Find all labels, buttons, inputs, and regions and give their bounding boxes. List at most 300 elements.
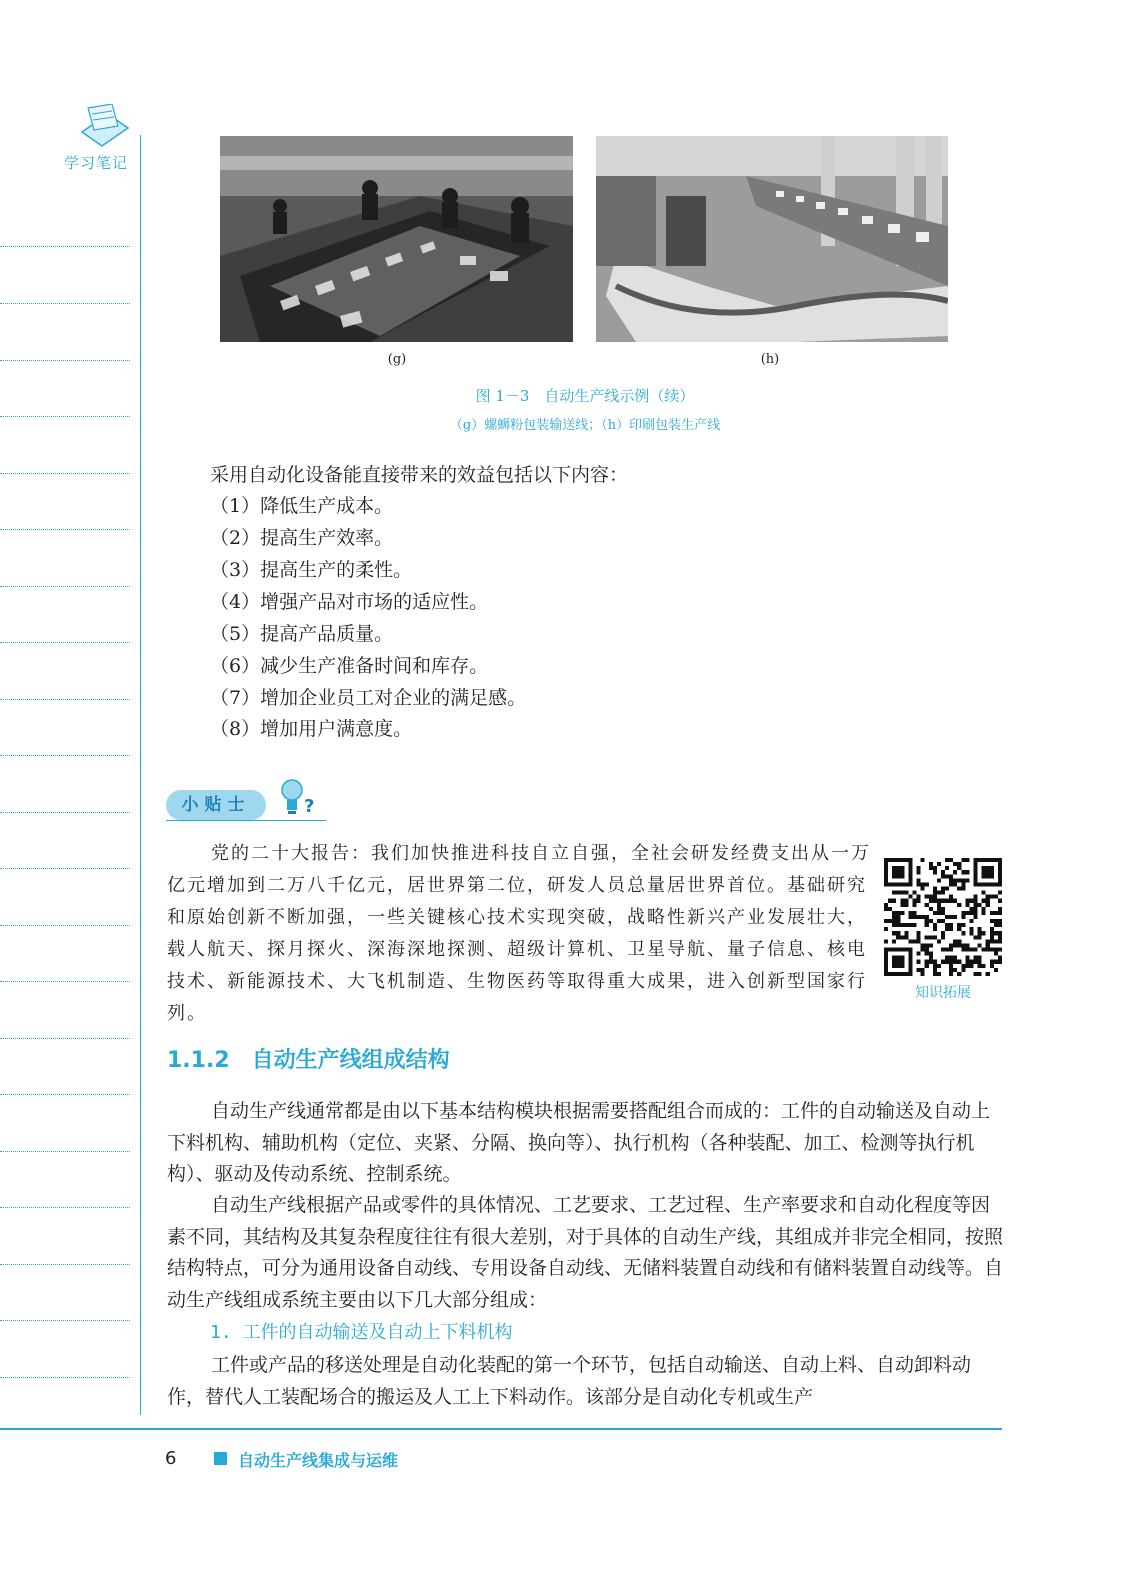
qr-module xyxy=(925,915,929,919)
note-line xyxy=(0,1094,130,1095)
qr-module xyxy=(969,899,973,903)
qr-module xyxy=(961,948,965,952)
figure-sublabel-h: (h) xyxy=(760,352,780,367)
qr-module xyxy=(904,903,908,907)
figure-sublabel-g: (g) xyxy=(387,352,407,367)
qr-module xyxy=(998,911,1002,915)
qr-module xyxy=(917,870,921,874)
qr-code[interactable] xyxy=(884,858,1002,976)
qr-module xyxy=(965,956,969,960)
qr-module xyxy=(998,931,1002,935)
qr-module xyxy=(941,931,945,935)
qr-module xyxy=(990,960,994,964)
qr-module xyxy=(925,960,929,964)
note-line xyxy=(0,360,130,361)
qr-module xyxy=(888,907,892,911)
qr-module xyxy=(945,874,949,878)
qr-module xyxy=(969,907,973,911)
body-paragraph xyxy=(167,1350,1007,1413)
qr-module xyxy=(965,870,969,874)
qr-module xyxy=(990,939,994,943)
qr-module xyxy=(933,899,937,903)
qr-module xyxy=(917,931,921,935)
list-item: （2）提高生产效率。 xyxy=(210,527,394,549)
qr-module xyxy=(961,915,965,919)
qr-module xyxy=(961,964,965,968)
qr-module xyxy=(961,931,965,935)
qr-module xyxy=(994,911,998,915)
qr-module xyxy=(949,956,953,960)
qr-module xyxy=(998,919,1002,923)
qr-module xyxy=(949,923,953,927)
note-line xyxy=(0,416,130,417)
qr-module xyxy=(978,943,982,947)
qr-module xyxy=(945,899,949,903)
qr-module xyxy=(896,931,900,935)
note-line xyxy=(0,699,130,700)
qr-module xyxy=(957,903,961,907)
qr-module xyxy=(892,956,904,968)
qr-module xyxy=(896,891,900,895)
qr-module xyxy=(908,895,912,899)
qr-module xyxy=(998,891,1002,895)
qr-module xyxy=(949,968,953,972)
qr-module xyxy=(941,935,945,939)
qr-module xyxy=(982,911,986,915)
qr-module xyxy=(945,956,949,960)
qr-module xyxy=(933,911,937,915)
qr-module xyxy=(941,886,945,890)
note-line xyxy=(0,586,130,587)
qr-module xyxy=(953,943,957,947)
qr-module xyxy=(994,952,998,956)
qr-module xyxy=(990,964,994,968)
qr-module xyxy=(969,931,973,935)
tip-underline xyxy=(166,820,326,821)
qr-module xyxy=(949,943,953,947)
page-number: 6 xyxy=(165,1448,177,1469)
qr-module xyxy=(974,960,978,964)
qr-module xyxy=(933,964,937,968)
qr-module xyxy=(965,858,969,862)
qr-module xyxy=(892,899,896,903)
qr-module xyxy=(917,952,921,956)
qr-module xyxy=(917,882,921,886)
lightbulb-question-icon xyxy=(274,776,320,818)
qr-module xyxy=(884,939,888,943)
qr-module xyxy=(949,895,953,899)
qr-module xyxy=(982,866,994,878)
paragraph-text: 自动生产线通常都是由以下基本结构模块根据需要搭配组合而成的：工件的自动输送及自动上下料机构、辅助机构（定位、夹紧、分隔、换向等）、执行机构（各种装配、加工、检测等执行机构）、驱动及传动系统、控制系统。 xyxy=(167,1100,991,1185)
qr-module xyxy=(986,943,990,947)
qr-module xyxy=(961,886,965,890)
note-line xyxy=(0,1038,130,1039)
qr-module xyxy=(974,895,978,899)
qr-module xyxy=(965,899,969,903)
qr-module xyxy=(896,919,900,923)
qr-module xyxy=(937,862,941,866)
qr-module xyxy=(974,899,978,903)
qr-module xyxy=(908,915,912,919)
qr-module xyxy=(929,952,933,956)
qr-module xyxy=(937,907,941,911)
qr-module xyxy=(941,899,945,903)
body-paragraph xyxy=(167,1096,1007,1191)
qr-module xyxy=(961,968,965,972)
qr-module xyxy=(921,948,925,952)
qr-module xyxy=(974,935,978,939)
qr-module xyxy=(945,866,949,870)
figure-caption: 图 1－3 自动生产线示例（续） xyxy=(475,387,695,405)
section-heading xyxy=(167,1043,450,1074)
qr-module xyxy=(974,956,978,960)
note-line xyxy=(0,1264,130,1265)
qr-module xyxy=(904,931,908,935)
qr-module xyxy=(994,968,998,972)
qr-module xyxy=(965,878,969,882)
qr-module xyxy=(953,960,957,964)
qr-module xyxy=(937,899,941,903)
qr-module xyxy=(912,891,916,895)
qr-module xyxy=(929,862,933,866)
note-line xyxy=(0,925,130,926)
qr-module xyxy=(998,960,1002,964)
qr-module xyxy=(949,948,953,952)
qr-module xyxy=(953,862,957,866)
qr-module xyxy=(908,923,912,927)
qr-module xyxy=(896,935,900,939)
qr-module xyxy=(921,858,925,862)
qr-module xyxy=(912,915,916,919)
qr-module xyxy=(929,895,933,899)
qr-module xyxy=(957,862,961,866)
qr-module xyxy=(937,911,941,915)
qr-module xyxy=(994,919,998,923)
qr-module xyxy=(998,907,1002,911)
qr-module xyxy=(953,915,957,919)
qr-module xyxy=(884,919,888,923)
qr-module xyxy=(990,895,994,899)
qr-module xyxy=(925,919,929,923)
qr-module xyxy=(908,939,912,943)
qr-module xyxy=(969,948,973,952)
qr-module xyxy=(949,972,953,976)
note-line xyxy=(0,981,130,982)
qr-module xyxy=(929,899,933,903)
qr-module xyxy=(921,915,925,919)
qr-module xyxy=(921,886,925,890)
qr-module xyxy=(953,968,957,972)
qr-module xyxy=(974,915,978,919)
qr-module xyxy=(941,919,945,923)
qr-module xyxy=(937,964,941,968)
qr-module xyxy=(941,948,945,952)
qr-module xyxy=(925,948,929,952)
qr-module xyxy=(945,948,949,952)
note-line xyxy=(0,1320,130,1321)
notes-icon xyxy=(78,104,132,148)
qr-module xyxy=(892,911,896,915)
qr-module xyxy=(994,960,998,964)
qr-module xyxy=(921,882,925,886)
intro-paragraph: 采用自动化设备能直接带来的效益包括以下内容： xyxy=(210,464,629,486)
qr-module xyxy=(978,964,982,968)
qr-module xyxy=(929,956,933,960)
note-line xyxy=(0,755,130,756)
qr-module xyxy=(941,874,945,878)
qr-module xyxy=(945,960,949,964)
qr-module xyxy=(945,923,949,927)
qr-module xyxy=(912,939,916,943)
qr-module xyxy=(965,960,969,964)
qr-module xyxy=(969,960,973,964)
qr-module xyxy=(921,943,925,947)
qr-module xyxy=(941,891,945,895)
qr-module xyxy=(998,899,1002,903)
qr-module xyxy=(998,935,1002,939)
qr-module xyxy=(933,935,937,939)
qr-module xyxy=(941,870,945,874)
qr-module xyxy=(969,927,973,931)
margin-divider xyxy=(140,135,141,1415)
qr-module xyxy=(961,870,965,874)
qr-module xyxy=(933,891,937,895)
section-title: 自动生产线组成结构 xyxy=(251,1048,450,1073)
qr-module xyxy=(933,927,937,931)
qr-module xyxy=(941,960,945,964)
tip-paragraph: 党的二十大报告：我们加快推进科技自立自强，全社会研发经费支出从一万亿元增加到二万八千亿元，居世界第二位，研发人员总量居世界首位。基础研究和原始创新不断加强，一些关键核心技术实现突破，战略性新兴产业发展壮大，载人航天、探月探火、深海深地探测、超级计算机、卫星导航、量子信息、核电技术、新能源技术、大飞机制造、生物医药等取得重大成果，进入创新型国家行列。 xyxy=(167,843,871,1024)
qr-module xyxy=(953,870,957,874)
qr-module xyxy=(965,911,969,915)
qr-module xyxy=(941,911,945,915)
qr-module xyxy=(933,968,937,972)
qr-module xyxy=(965,964,969,968)
qr-module xyxy=(929,935,933,939)
qr-module xyxy=(917,968,921,972)
qr-module xyxy=(929,907,933,911)
qr-module xyxy=(941,907,945,911)
qr-module xyxy=(900,891,904,895)
paragraph-text: 工件或产品的移送处理是自动化装配的第一个环节，包括自动输送、自动上料、自动卸料动作，替代人工装配场合的搬运及人工上下料动作。该部分是自动化专机或生产 xyxy=(167,1354,972,1408)
qr-module xyxy=(904,891,908,895)
qr-module xyxy=(917,899,921,903)
qr-module xyxy=(884,927,888,931)
qr-module xyxy=(933,895,937,899)
qr-module xyxy=(957,878,961,882)
qr-module xyxy=(990,927,994,931)
footer-book-title: 自动生产线集成与运维 xyxy=(238,1451,399,1470)
subsection-heading: 1. 工件的自动输送及自动上下料机构 xyxy=(210,1322,513,1343)
qr-module xyxy=(917,866,921,870)
photo-printing-line xyxy=(596,136,948,342)
qr-module xyxy=(949,927,953,931)
qr-module xyxy=(884,907,888,911)
qr-module xyxy=(953,878,957,882)
qr-module xyxy=(929,866,933,870)
qr-module xyxy=(917,915,921,919)
note-line xyxy=(0,1377,130,1378)
qr-module xyxy=(961,911,965,915)
qr-module xyxy=(933,972,937,976)
qr-module xyxy=(900,911,904,915)
qr-module xyxy=(937,972,941,976)
qr-module xyxy=(933,870,937,874)
qr-module xyxy=(994,939,998,943)
qr-module xyxy=(961,943,965,947)
paragraph-text: 自动生产线根据产品或零件的具体情况、工艺要求、工艺过程、生产率要求和自动化程度等因素不同，其结构及其复杂程度往往有很大差别，对于具体的自动生产线，其组成并非完全相同，按照结构特点，可分为通用设备自动线、专用设备自动线、无储料装置自动线和有储料装置自动线等。自动生产线组成系统主要由以下几大部分组成： xyxy=(167,1194,1004,1311)
list-item: （1）降低生产成本。 xyxy=(210,495,394,517)
note-line xyxy=(0,529,130,530)
qr-module xyxy=(957,927,961,931)
qr-module xyxy=(904,899,908,903)
qr-module xyxy=(978,931,982,935)
qr-module xyxy=(969,964,973,968)
qr-module xyxy=(892,939,896,943)
qr-module xyxy=(933,886,937,890)
qr-module xyxy=(961,858,965,862)
qr-module xyxy=(949,874,953,878)
qr-module xyxy=(994,923,998,927)
list-item: （3）提高生产的柔性。 xyxy=(210,559,413,581)
qr-module xyxy=(945,915,949,919)
qr-module xyxy=(912,899,916,903)
section-number: 1.1.2 xyxy=(167,1048,230,1073)
qr-module xyxy=(912,903,916,907)
list-item: （8）增加用户满意度。 xyxy=(210,718,413,740)
tip-text xyxy=(167,838,872,1030)
note-line xyxy=(0,868,130,869)
qr-module xyxy=(900,903,904,907)
qr-module xyxy=(982,907,986,911)
qr-module xyxy=(998,948,1002,952)
qr-module xyxy=(978,927,982,931)
note-line xyxy=(0,642,130,643)
qr-module xyxy=(929,960,933,964)
qr-module xyxy=(986,895,990,899)
qr-module xyxy=(961,882,965,886)
qr-module xyxy=(892,915,896,919)
qr-module xyxy=(904,923,908,927)
qr-module xyxy=(937,878,941,882)
qr-module xyxy=(933,866,937,870)
qr-module xyxy=(982,899,986,903)
qr-module xyxy=(900,899,904,903)
qr-module xyxy=(949,858,953,862)
qr-module xyxy=(933,960,937,964)
qr-module xyxy=(929,943,933,947)
qr-module xyxy=(949,878,953,882)
list-item: （4）增强产品对市场的适应性。 xyxy=(210,591,489,613)
note-line xyxy=(0,473,130,474)
qr-module xyxy=(974,903,978,907)
qr-module xyxy=(896,923,900,927)
qr-module xyxy=(986,899,990,903)
qr-module xyxy=(896,915,900,919)
qr-module xyxy=(949,899,953,903)
qr-module xyxy=(945,858,949,862)
qr-module xyxy=(957,943,961,947)
qr-module xyxy=(900,923,904,927)
qr-module xyxy=(929,919,933,923)
qr-module xyxy=(990,948,994,952)
qr-module xyxy=(961,923,965,927)
qr-module xyxy=(904,935,908,939)
qr-module xyxy=(982,964,986,968)
qr-module xyxy=(957,972,961,976)
qr-module xyxy=(892,891,896,895)
qr-module xyxy=(908,911,912,915)
qr-module xyxy=(925,895,929,899)
qr-module xyxy=(917,895,921,899)
qr-module xyxy=(892,931,896,935)
qr-module xyxy=(888,899,892,903)
svg-text:?: ? xyxy=(304,796,315,817)
qr-module xyxy=(912,911,916,915)
qr-module xyxy=(961,878,965,882)
qr-module xyxy=(888,919,892,923)
qr-module xyxy=(986,948,990,952)
qr-module xyxy=(896,911,900,915)
figure-subcaption: （g）螺蛳粉包装输送线；（h）印刷包装生产线 xyxy=(449,418,721,433)
qr-module xyxy=(953,956,957,960)
qr-module xyxy=(978,972,982,976)
qr-module xyxy=(953,939,957,943)
qr-module xyxy=(974,907,978,911)
note-line xyxy=(0,1207,130,1208)
qr-module xyxy=(974,972,978,976)
qr-module xyxy=(990,919,994,923)
footer-square-icon xyxy=(214,1452,227,1465)
qr-module xyxy=(953,882,957,886)
qr-module xyxy=(974,911,978,915)
qr-module xyxy=(892,866,904,878)
qr-module xyxy=(945,927,949,931)
qr-module xyxy=(978,935,982,939)
qr-module xyxy=(937,919,941,923)
body-paragraph xyxy=(167,1190,1007,1316)
qr-module xyxy=(937,903,941,907)
list-item: （5）提高产品质量。 xyxy=(210,623,394,645)
qr-module xyxy=(937,891,941,895)
qr-module xyxy=(986,939,990,943)
qr-module xyxy=(965,943,969,947)
qr-module xyxy=(921,972,925,976)
note-line xyxy=(0,812,130,813)
qr-module xyxy=(982,931,986,935)
qr-module xyxy=(974,948,978,952)
qr-module xyxy=(917,960,921,964)
list-item: （6）减少生产准备时间和库存。 xyxy=(210,655,489,677)
qr-module xyxy=(957,866,961,870)
qr-module xyxy=(957,960,961,964)
qr-module xyxy=(912,923,916,927)
qr-module xyxy=(917,935,921,939)
qr-module xyxy=(925,943,929,947)
qr-module xyxy=(990,911,994,915)
qr-module xyxy=(998,956,1002,960)
qr-module xyxy=(933,923,937,927)
qr-module xyxy=(937,939,941,943)
qr-module xyxy=(925,882,929,886)
note-line xyxy=(0,1151,130,1152)
qr-module xyxy=(892,919,896,923)
qr-label: 知识拓展 xyxy=(915,985,971,1001)
note-line xyxy=(0,303,130,304)
qr-module xyxy=(990,931,994,935)
qr-module xyxy=(982,948,986,952)
qr-module xyxy=(994,931,998,935)
qr-module xyxy=(978,960,982,964)
